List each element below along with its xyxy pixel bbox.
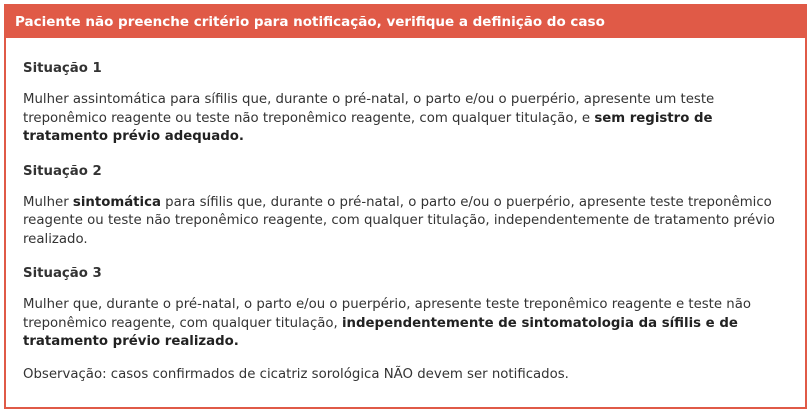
situation-1-text-part: Mulher assintomática para sífilis que, durante o pré-natal, o parto e/ou o puerpério, apresente um teste treponêmico reagente ou teste não treponêmico reagente, com qualquer titulação, e [23, 92, 715, 126]
situation-3-text-part: Mulher que, durante o pré-natal, o parto e/ou o puerpério, apresente teste treponêmico reagente e teste não treponêmico reagente, com qualquer titulação, [23, 297, 752, 331]
situation-1-text [23, 91, 789, 147]
panel-header: Paciente não preenche critério para notificação, verifique a definição do caso [6, 6, 805, 38]
situation-2-title: Situação 2 [23, 163, 102, 179]
panel-body [6, 38, 805, 384]
notification-criteria-panel [4, 4, 807, 409]
situation-3-emphasis: independentemente de sintomatologia da sífilis e de tratamento prévio realizado. [23, 315, 738, 349]
situation-1-title: Situação 1 [23, 61, 102, 76]
situation-2-text-part: Mulher [23, 194, 73, 210]
situation-2-emphasis: sintomática [72, 194, 161, 210]
situation-2-text [23, 194, 789, 250]
observation-note: Observação: casos confirmados de cicatriz sorológica NÃO devem ser notificados. [23, 366, 569, 382]
situation-2-text-part-2: para sífilis que, durante o pré-natal, o parto e/ou o puerpério, apresente teste treponêmico reagente ou teste não treponêmico reagente, com qualquer titulação, independentemente de tratamento prévio realizado. [23, 194, 775, 247]
situation-1-emphasis: sem registro de tratamento prévio adequado. [23, 110, 713, 144]
situation-3-text [23, 296, 789, 352]
situation-3-title: Situação 3 [23, 266, 102, 281]
